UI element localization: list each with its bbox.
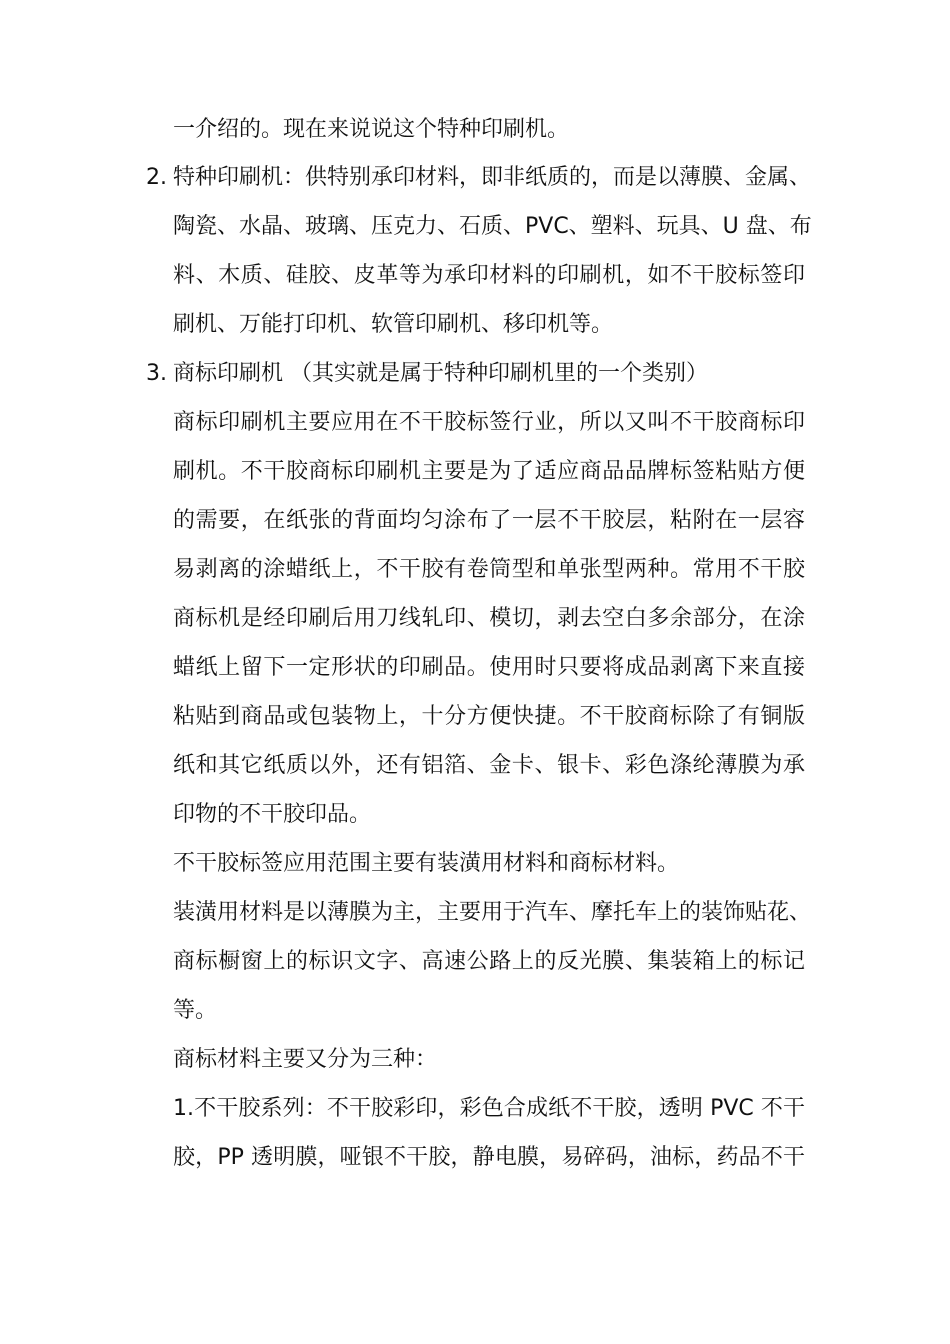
text-line: 商标材料主要又分为三种：: [173, 1047, 438, 1072]
text-line: 蜡纸上留下一定形状的印刷品。使用时只要将成品剥离下来直接: [173, 655, 805, 680]
text-line: 胶，PP 透明膜，哑银不干胶，静电膜，易碎码，油标，药品不干: [173, 1145, 805, 1170]
text-line: 不干胶标签应用范围主要有装潢用材料和商标材料。: [173, 851, 680, 876]
text-line: 粘贴到商品或包装物上，十分方便快捷。不干胶商标除了有铜版: [173, 704, 805, 729]
text-line: 纸和其它纸质以外，还有铝箔、金卡、银卡、彩色涤纶薄膜为承: [173, 753, 805, 778]
text-line: 商标印刷机主要应用在不干胶标签行业，所以又叫不干胶商标印: [173, 410, 805, 435]
text-line: 1.不干胶系列：不干胶彩印，彩色合成纸不干胶，透明 PVC 不干: [173, 1096, 805, 1121]
list-number: 2.: [146, 165, 167, 190]
text-line: 印物的不干胶印品。: [173, 802, 372, 827]
text-line: 装潢用材料是以薄膜为主，主要用于汽车、摩托车上的装饰贴花、: [173, 900, 812, 925]
list-number: 3.: [146, 361, 167, 386]
text-line: 刷机、万能打印机、软管印刷机、移印机等。: [173, 312, 614, 337]
text-line: 等。: [173, 998, 218, 1023]
text-line: 料、木质、硅胶、皮革等为承印材料的印刷机，如不干胶标签印: [173, 263, 805, 288]
text-line: 刷机。不干胶商标印刷机主要是为了适应商品品牌标签粘贴方便: [173, 459, 805, 484]
text-line: 陶瓷、水晶、玻璃、压克力、石质、PVC、塑料、玩具、U 盘、布: [173, 214, 812, 239]
text-line: 一介绍的。现在来说说这个特种印刷机。: [173, 117, 570, 142]
text-line: 商标印刷机 （其实就是属于特种印刷机里的一个类别）: [173, 361, 708, 386]
text-line: 的需要，在纸张的背面均匀涂布了一层不干胶层，粘附在一层容: [173, 508, 805, 533]
text-line: 商标橱窗上的标识文字、高速公路上的反光膜、集装箱上的标记: [173, 949, 805, 974]
text-line: 特种印刷机：供特别承印材料，即非纸质的，而是以薄膜、金属、: [173, 165, 812, 190]
text-line: 易剥离的涂蜡纸上，不干胶有卷筒型和单张型两种。常用不干胶: [173, 557, 805, 582]
text-line: 商标机是经印刷后用刀线轧印、模切，剥去空白多余部分，在涂: [173, 606, 805, 631]
